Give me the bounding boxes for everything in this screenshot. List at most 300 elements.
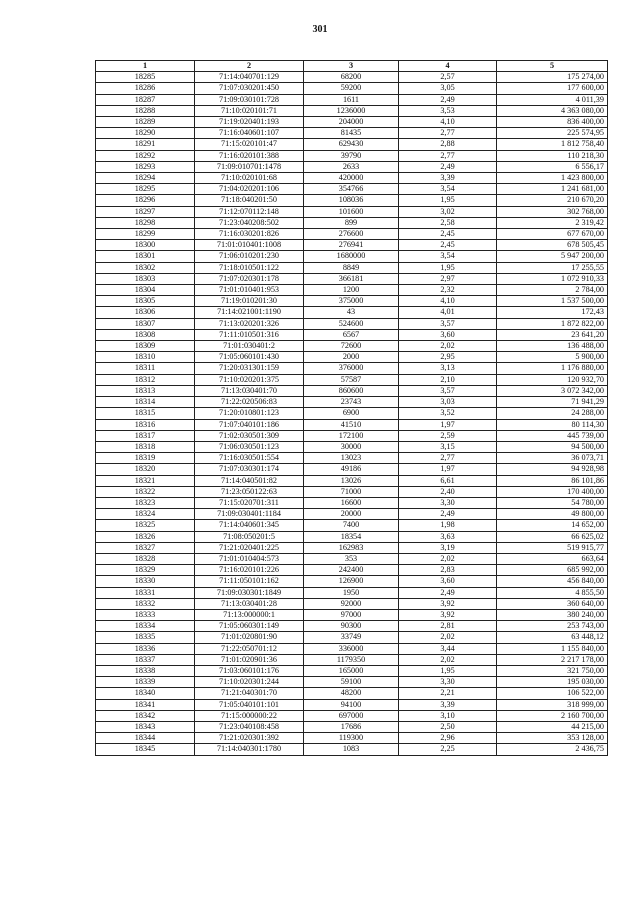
rate-cell: 2,50	[399, 721, 497, 732]
cadastral-number-cell: 71:13:030401:28	[195, 598, 304, 609]
table-row	[96, 363, 608, 374]
table-row	[96, 229, 608, 240]
table-row	[96, 285, 608, 296]
rate-cell: 2,21	[399, 688, 497, 699]
cadastral-number-cell: 71:18:040201:50	[195, 195, 304, 206]
record-number-cell: 18327	[96, 542, 195, 553]
area-cell: 101600	[304, 206, 399, 217]
cadastral-number-cell: 71:07:030301:174	[195, 464, 304, 475]
record-number-cell: 18302	[96, 262, 195, 273]
record-number-cell: 18332	[96, 598, 195, 609]
record-number-cell: 18285	[96, 72, 195, 83]
rate-cell: 1,95	[399, 195, 497, 206]
area-cell: 1236000	[304, 105, 399, 116]
amount-cell: 318 999,00	[497, 699, 608, 710]
area-cell: 172100	[304, 430, 399, 441]
amount-cell: 63 448,12	[497, 632, 608, 643]
table-row	[96, 150, 608, 161]
record-number-cell: 18307	[96, 318, 195, 329]
record-number-cell: 18331	[96, 587, 195, 598]
rate-cell: 2,49	[399, 587, 497, 598]
table-row	[96, 509, 608, 520]
rate-cell: 3,54	[399, 184, 497, 195]
rate-cell: 3,15	[399, 441, 497, 452]
record-number-cell: 18344	[96, 733, 195, 744]
cadastral-number-cell: 71:15:000000:22	[195, 710, 304, 721]
record-number-cell: 18318	[96, 441, 195, 452]
amount-cell: 302 768,00	[497, 206, 608, 217]
area-cell: 242400	[304, 565, 399, 576]
rate-cell: 2,77	[399, 453, 497, 464]
cadastral-number-cell: 71:06:010201:230	[195, 251, 304, 262]
area-cell: 41510	[304, 419, 399, 430]
cadastral-number-cell: 71:06:030501:123	[195, 441, 304, 452]
cadastral-number-cell: 71:01:030401:2	[195, 341, 304, 352]
amount-cell: 54 780,00	[497, 497, 608, 508]
cadastral-number-cell: 71:10:020301:244	[195, 677, 304, 688]
amount-cell: 195 030,00	[497, 677, 608, 688]
rate-cell: 2,32	[399, 285, 497, 296]
cadastral-number-cell: 71:16:020101:226	[195, 565, 304, 576]
amount-cell: 6 556,17	[497, 161, 608, 172]
area-cell: 8849	[304, 262, 399, 273]
area-cell: 90300	[304, 621, 399, 632]
area-cell: 48200	[304, 688, 399, 699]
area-cell: 30000	[304, 441, 399, 452]
rate-cell: 2,97	[399, 273, 497, 284]
rate-cell: 2,58	[399, 217, 497, 228]
area-cell: 353	[304, 553, 399, 564]
record-number-cell: 18324	[96, 509, 195, 520]
rate-cell: 3,92	[399, 598, 497, 609]
amount-cell: 5 947 200,00	[497, 251, 608, 262]
record-number-cell: 18300	[96, 240, 195, 251]
cadastral-number-cell: 71:15:020701:311	[195, 497, 304, 508]
table-row	[96, 262, 608, 273]
table-row	[96, 475, 608, 486]
amount-cell: 2 784,00	[497, 285, 608, 296]
cadastral-number-cell: 71:23:050122:63	[195, 486, 304, 497]
cadastral-number-cell: 71:19:020401:193	[195, 117, 304, 128]
record-number-cell: 18330	[96, 576, 195, 587]
cadastral-number-cell: 71:08:050201:5	[195, 531, 304, 542]
rate-cell: 2,02	[399, 553, 497, 564]
table-row	[96, 251, 608, 262]
table-row	[96, 520, 608, 531]
record-number-cell: 18339	[96, 677, 195, 688]
rate-cell: 1,98	[399, 520, 497, 531]
cadastral-number-cell: 71:13:020201:326	[195, 318, 304, 329]
amount-cell: 321 750,00	[497, 665, 608, 676]
header-row	[96, 61, 608, 72]
cadastral-number-cell: 71:12:070112:148	[195, 206, 304, 217]
cadastral-number-cell: 71:23:040108:458	[195, 721, 304, 732]
amount-cell: 14 652,00	[497, 520, 608, 531]
cadastral-number-cell: 71:07:040101:186	[195, 419, 304, 430]
column-header-3: 3	[304, 61, 399, 72]
record-number-cell: 18340	[96, 688, 195, 699]
table-row	[96, 643, 608, 654]
rate-cell: 3,10	[399, 710, 497, 721]
record-number-cell: 18310	[96, 352, 195, 363]
area-cell: 165000	[304, 665, 399, 676]
cadastral-number-cell: 71:03:060101:176	[195, 665, 304, 676]
table-row	[96, 206, 608, 217]
amount-cell: 170 400,00	[497, 486, 608, 497]
table-row	[96, 464, 608, 475]
amount-cell: 836 400,00	[497, 117, 608, 128]
table-row	[96, 733, 608, 744]
area-cell: 33749	[304, 632, 399, 643]
table-body	[96, 72, 608, 755]
data-table	[95, 60, 608, 756]
record-number-cell: 18286	[96, 83, 195, 94]
area-cell: 68200	[304, 72, 399, 83]
cadastral-number-cell: 71:01:010404:573	[195, 553, 304, 564]
record-number-cell: 18288	[96, 105, 195, 116]
table-row	[96, 721, 608, 732]
cadastral-number-cell: 71:16:020101:388	[195, 150, 304, 161]
amount-cell: 4 855,50	[497, 587, 608, 598]
rate-cell: 3,92	[399, 609, 497, 620]
record-number-cell: 18317	[96, 430, 195, 441]
amount-cell: 2 160 700,00	[497, 710, 608, 721]
cadastral-number-cell: 71:23:040208:502	[195, 217, 304, 228]
amount-cell: 1 176 880,00	[497, 363, 608, 374]
area-cell: 204000	[304, 117, 399, 128]
rate-cell: 3,03	[399, 397, 497, 408]
amount-cell: 23 641,20	[497, 329, 608, 340]
area-cell: 18354	[304, 531, 399, 542]
rate-cell: 2,49	[399, 161, 497, 172]
table-row	[96, 139, 608, 150]
record-number-cell: 18329	[96, 565, 195, 576]
table-row	[96, 542, 608, 553]
amount-cell: 685 992,00	[497, 565, 608, 576]
table-row	[96, 329, 608, 340]
rate-cell: 4,10	[399, 296, 497, 307]
table-row	[96, 441, 608, 452]
area-cell: 697000	[304, 710, 399, 721]
area-cell: 17686	[304, 721, 399, 732]
amount-cell: 71 941,29	[497, 397, 608, 408]
record-number-cell: 18304	[96, 285, 195, 296]
amount-cell: 3 072 342,00	[497, 385, 608, 396]
area-cell: 6900	[304, 408, 399, 419]
amount-cell: 94 928,98	[497, 464, 608, 475]
rate-cell: 3,19	[399, 542, 497, 553]
area-cell: 1680000	[304, 251, 399, 262]
cadastral-number-cell: 71:01:020901:36	[195, 654, 304, 665]
cadastral-number-cell: 71:07:030201:450	[195, 83, 304, 94]
rate-cell: 2,45	[399, 229, 497, 240]
table-row	[96, 419, 608, 430]
area-cell: 1611	[304, 94, 399, 105]
area-cell: 1179350	[304, 654, 399, 665]
rate-cell: 4,10	[399, 117, 497, 128]
record-number-cell: 18306	[96, 307, 195, 318]
rate-cell: 2,77	[399, 128, 497, 139]
record-number-cell: 18312	[96, 374, 195, 385]
table-row	[96, 665, 608, 676]
record-number-cell: 18311	[96, 363, 195, 374]
amount-cell: 94 500,00	[497, 441, 608, 452]
area-cell: 2633	[304, 161, 399, 172]
cadastral-number-cell: 71:14:021001:1190	[195, 307, 304, 318]
area-cell: 81435	[304, 128, 399, 139]
area-cell: 92000	[304, 598, 399, 609]
table-row	[96, 453, 608, 464]
record-number-cell: 18337	[96, 654, 195, 665]
amount-cell: 677 670,00	[497, 229, 608, 240]
cadastral-number-cell: 71:21:040301:70	[195, 688, 304, 699]
rate-cell: 2,45	[399, 240, 497, 251]
area-cell: 6567	[304, 329, 399, 340]
rate-cell: 3,52	[399, 408, 497, 419]
cadastral-number-cell: 71:16:030501:554	[195, 453, 304, 464]
area-cell: 94100	[304, 699, 399, 710]
table-row	[96, 318, 608, 329]
amount-cell: 4 011,39	[497, 94, 608, 105]
table-row	[96, 598, 608, 609]
record-number-cell: 18341	[96, 699, 195, 710]
cadastral-number-cell: 71:07:020301:178	[195, 273, 304, 284]
amount-cell: 66 625,02	[497, 531, 608, 542]
area-cell: 375000	[304, 296, 399, 307]
area-cell: 126900	[304, 576, 399, 587]
cadastral-number-cell: 71:14:040701:129	[195, 72, 304, 83]
rate-cell: 3,54	[399, 251, 497, 262]
area-cell: 276941	[304, 240, 399, 251]
record-number-cell: 18325	[96, 520, 195, 531]
amount-cell: 1 872 822,00	[497, 318, 608, 329]
table-row	[96, 374, 608, 385]
rate-cell: 2,95	[399, 352, 497, 363]
area-cell: 1083	[304, 744, 399, 755]
amount-cell: 663,64	[497, 553, 608, 564]
cadastral-number-cell: 71:10:020101:68	[195, 173, 304, 184]
cadastral-number-cell: 71:21:020301:392	[195, 733, 304, 744]
amount-cell: 1 423 800,00	[497, 173, 608, 184]
column-header-4: 4	[399, 61, 497, 72]
table-row	[96, 587, 608, 598]
amount-cell: 1 241 681,00	[497, 184, 608, 195]
amount-cell: 360 640,00	[497, 598, 608, 609]
table-row	[96, 341, 608, 352]
amount-cell: 120 932,70	[497, 374, 608, 385]
table-row	[96, 408, 608, 419]
record-number-cell: 18322	[96, 486, 195, 497]
rate-cell: 3,44	[399, 643, 497, 654]
amount-cell: 24 288,00	[497, 408, 608, 419]
record-number-cell: 18291	[96, 139, 195, 150]
area-cell: 354766	[304, 184, 399, 195]
table-row	[96, 744, 608, 755]
rate-cell: 3,30	[399, 677, 497, 688]
table-row	[96, 553, 608, 564]
area-cell: 2000	[304, 352, 399, 363]
record-number-cell: 18303	[96, 273, 195, 284]
cadastral-number-cell: 71:16:040601:107	[195, 128, 304, 139]
table-row	[96, 184, 608, 195]
area-cell: 39790	[304, 150, 399, 161]
area-cell: 97000	[304, 609, 399, 620]
record-number-cell: 18335	[96, 632, 195, 643]
cadastral-number-cell: 71:05:060301:149	[195, 621, 304, 632]
record-number-cell: 18290	[96, 128, 195, 139]
cadastral-number-cell: 71:19:010201:30	[195, 296, 304, 307]
record-number-cell: 18333	[96, 609, 195, 620]
rate-cell: 3,57	[399, 318, 497, 329]
cadastral-number-cell: 71:20:031301:159	[195, 363, 304, 374]
record-number-cell: 18343	[96, 721, 195, 732]
cadastral-number-cell: 71:13:030401:70	[195, 385, 304, 396]
area-cell: 13023	[304, 453, 399, 464]
amount-cell: 445 739,00	[497, 430, 608, 441]
table-row	[96, 688, 608, 699]
table-row	[96, 240, 608, 251]
rate-cell: 1,97	[399, 419, 497, 430]
cadastral-number-cell: 71:16:030201:826	[195, 229, 304, 240]
rate-cell: 2,96	[399, 733, 497, 744]
rate-cell: 2,81	[399, 621, 497, 632]
record-number-cell: 18319	[96, 453, 195, 464]
cadastral-number-cell: 71:11:050101:162	[195, 576, 304, 587]
record-number-cell: 18326	[96, 531, 195, 542]
amount-cell: 49 800,00	[497, 509, 608, 520]
rate-cell: 2,10	[399, 374, 497, 385]
table-row	[96, 105, 608, 116]
cadastral-number-cell: 71:18:010501:122	[195, 262, 304, 273]
cadastral-number-cell: 71:14:040501:82	[195, 475, 304, 486]
record-number-cell: 18314	[96, 397, 195, 408]
area-cell: 899	[304, 217, 399, 228]
table-row	[96, 83, 608, 94]
record-number-cell: 18287	[96, 94, 195, 105]
rate-cell: 2,49	[399, 509, 497, 520]
cadastral-number-cell: 71:05:060101:430	[195, 352, 304, 363]
cadastral-number-cell: 71:02:030501:309	[195, 430, 304, 441]
rate-cell: 2,02	[399, 654, 497, 665]
record-number-cell: 18292	[96, 150, 195, 161]
amount-cell: 456 840,00	[497, 576, 608, 587]
area-cell: 57587	[304, 374, 399, 385]
rate-cell: 2,83	[399, 565, 497, 576]
amount-cell: 5 900,00	[497, 352, 608, 363]
record-number-cell: 18316	[96, 419, 195, 430]
rate-cell: 2,02	[399, 632, 497, 643]
cadastral-number-cell: 71:01:010401:1008	[195, 240, 304, 251]
rate-cell: 3,57	[399, 385, 497, 396]
record-number-cell: 18293	[96, 161, 195, 172]
cadastral-number-cell: 71:22:020506:83	[195, 397, 304, 408]
area-cell: 43	[304, 307, 399, 318]
rate-cell: 2,02	[399, 341, 497, 352]
rate-cell: 3,63	[399, 531, 497, 542]
cadastral-number-cell: 71:01:010401:953	[195, 285, 304, 296]
rate-cell: 3,60	[399, 329, 497, 340]
table-row	[96, 94, 608, 105]
table-row	[96, 161, 608, 172]
area-cell: 49186	[304, 464, 399, 475]
cadastral-number-cell: 71:14:040601:345	[195, 520, 304, 531]
amount-cell: 1 072 910,33	[497, 273, 608, 284]
table-row	[96, 531, 608, 542]
record-number-cell: 18298	[96, 217, 195, 228]
area-cell: 860600	[304, 385, 399, 396]
area-cell: 336000	[304, 643, 399, 654]
rate-cell: 3,30	[399, 497, 497, 508]
record-number-cell: 18296	[96, 195, 195, 206]
area-cell: 59200	[304, 83, 399, 94]
area-cell: 7400	[304, 520, 399, 531]
area-cell: 108036	[304, 195, 399, 206]
cadastral-number-cell: 71:10:020101:71	[195, 105, 304, 116]
cadastral-number-cell: 71:21:020401:225	[195, 542, 304, 553]
rate-cell: 3,39	[399, 699, 497, 710]
amount-cell: 172,43	[497, 307, 608, 318]
amount-cell: 80 114,30	[497, 419, 608, 430]
cadastral-number-cell: 71:15:020101:47	[195, 139, 304, 150]
amount-cell: 678 505,45	[497, 240, 608, 251]
amount-cell: 519 915,77	[497, 542, 608, 553]
rate-cell: 6,61	[399, 475, 497, 486]
record-number-cell: 18334	[96, 621, 195, 632]
record-number-cell: 18321	[96, 475, 195, 486]
table-row	[96, 273, 608, 284]
table-row	[96, 296, 608, 307]
record-number-cell: 18309	[96, 341, 195, 352]
amount-cell: 86 101,86	[497, 475, 608, 486]
table-row	[96, 128, 608, 139]
area-cell: 366181	[304, 273, 399, 284]
amount-cell: 225 574,95	[497, 128, 608, 139]
table-row	[96, 632, 608, 643]
area-cell: 629430	[304, 139, 399, 150]
rate-cell: 2,49	[399, 94, 497, 105]
record-number-cell: 18294	[96, 173, 195, 184]
rate-cell: 4,01	[399, 307, 497, 318]
cadastral-number-cell: 71:05:040101:101	[195, 699, 304, 710]
amount-cell: 175 274,00	[497, 72, 608, 83]
cadastral-number-cell: 71:14:040301:1780	[195, 744, 304, 755]
cadastral-number-cell: 71:01:020801:90	[195, 632, 304, 643]
table-row	[96, 565, 608, 576]
cadastral-number-cell: 71:09:030301:1849	[195, 587, 304, 598]
amount-cell: 177 600,00	[497, 83, 608, 94]
area-cell: 20000	[304, 509, 399, 520]
amount-cell: 353 128,00	[497, 733, 608, 744]
cadastral-number-cell: 71:22:050701:12	[195, 643, 304, 654]
rate-cell: 1,97	[399, 464, 497, 475]
table-row	[96, 699, 608, 710]
table-row	[96, 654, 608, 665]
table-row	[96, 430, 608, 441]
rate-cell: 2,77	[399, 150, 497, 161]
cadastral-number-cell: 71:11:010501:316	[195, 329, 304, 340]
amount-cell: 136 488,00	[497, 341, 608, 352]
amount-cell: 17 255,55	[497, 262, 608, 273]
rate-cell: 2,40	[399, 486, 497, 497]
area-cell: 524600	[304, 318, 399, 329]
table-row	[96, 397, 608, 408]
amount-cell: 380 240,00	[497, 609, 608, 620]
record-number-cell: 18315	[96, 408, 195, 419]
rate-cell: 3,05	[399, 83, 497, 94]
amount-cell: 106 522,00	[497, 688, 608, 699]
cadastral-number-cell: 71:20:010801:123	[195, 408, 304, 419]
amount-cell: 210 670,20	[497, 195, 608, 206]
